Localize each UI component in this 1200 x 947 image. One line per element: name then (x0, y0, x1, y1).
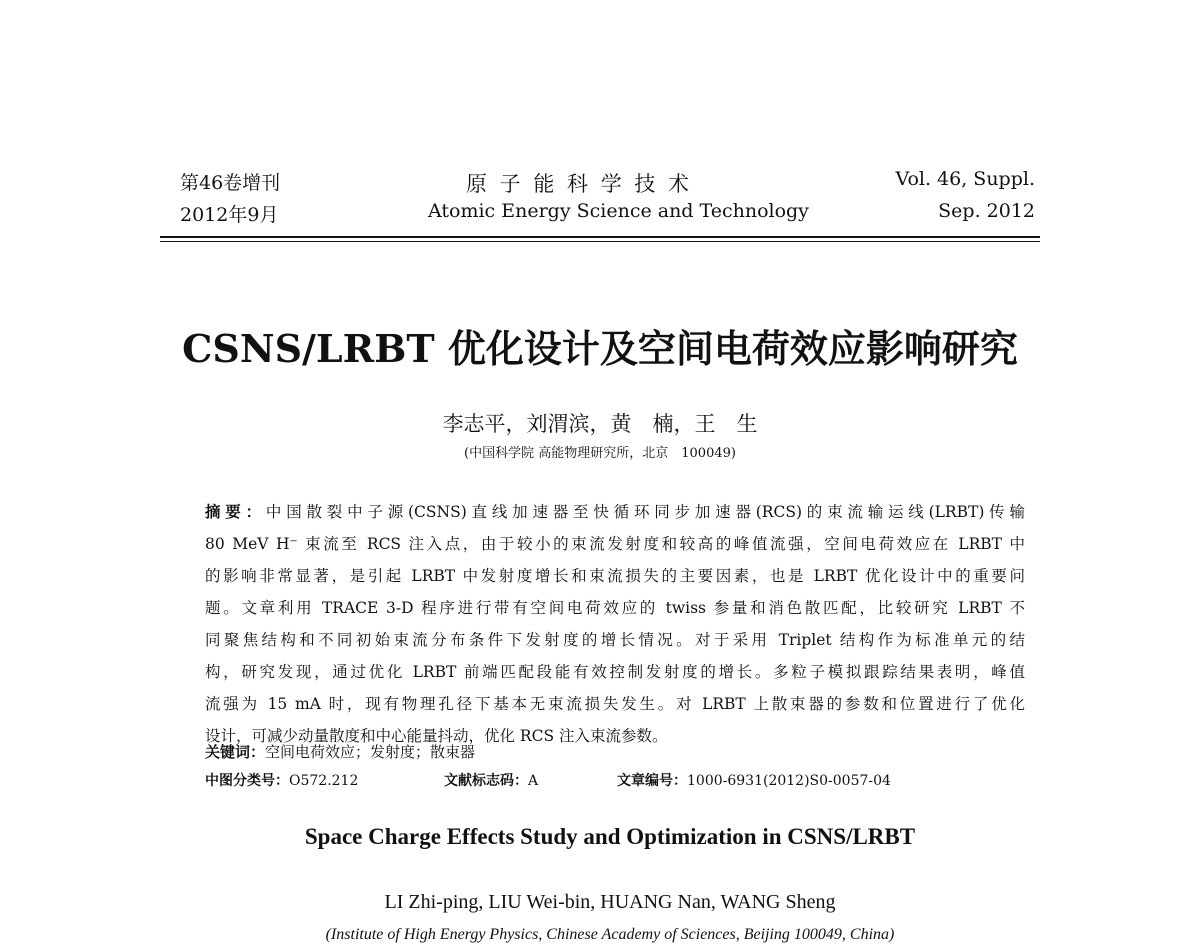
article-number (617, 770, 891, 790)
keywords-value: 空间电荷效应；发射度；散束器 (265, 743, 476, 761)
affiliation-cn: (中国科学院 高能物理研究所，北京 100049) (464, 446, 736, 461)
keywords-label: 关键词： (205, 743, 266, 761)
article-number-label: 文章编号： (617, 773, 687, 789)
article-number-value: 1000-6931(2012)S0-0057-04 (687, 773, 891, 789)
abstract-line: 80 MeV H⁻ 束流至 RCS 注入点，由于较小的束流发射度和较高的峰值流强，空间电荷效应在 LRBT 中 (205, 535, 1025, 553)
date-cn: 2012年9月 (180, 204, 279, 226)
paper-title-cn: CSNS/LRBT 优化设计及空间电荷效应影响研究 (182, 326, 1018, 371)
journal-title-cn: 原 子 能 科 学 技 术 (466, 172, 693, 196)
authors-en: LI Zhi-ping, LIU Wei-bin, HUANG Nan, WANG Sheng (384, 891, 836, 913)
abstract-line: 流强为 15 mA 时，现有物理孔径下基本无束流损失发生。对 LRBT 上散束器的参数和位置进行了优化 (205, 695, 1025, 713)
clc-value: O572.212 (289, 773, 359, 789)
date-en: Sep. 2012 (938, 200, 1035, 222)
abstract-label: 摘要： (205, 502, 266, 521)
clc-label: 中图分类号： (205, 773, 289, 789)
affiliation-en: (Institute of High Energy Physics, Chinese Academy of Sciences, Beijing 100049, China) (325, 926, 895, 943)
doc-code-label: 文献标志码： (444, 773, 528, 789)
abstract-line: 题。文章利用 TRACE 3-D 程序进行带有空间电荷效应的 twiss 参量和消色散匹配，比较研究 LRBT 不 (205, 599, 1025, 617)
header-rule-thin (160, 241, 1040, 242)
header-rule (160, 236, 1040, 238)
abstract-line: 构，研究发现，通过优化 LRBT 前端匹配段能有效控制发射度的增长。多粒子模拟跟踪结果表明，峰值 (205, 663, 1025, 681)
authors-cn: 李志平，刘渭滨，黄 楠，王 生 (442, 412, 758, 436)
clc-number (205, 770, 358, 790)
abstract-line: 中国散裂中子源(CSNS)直线加速器至快循环同步加速器(RCS)的束流输运线(LRBT)传输 (265, 503, 1025, 521)
doc-code-value: A (528, 773, 539, 789)
keywords (205, 741, 475, 762)
volume-cn: 第46卷增刊 (180, 172, 281, 194)
journal-title-en: Atomic Energy Science and Technology (428, 200, 809, 222)
abstract-line: 同聚焦结构和不同初始束流分布条件下发射度的增长情况。对于采用 Triplet 结构作为标准单元的结 (205, 631, 1025, 649)
paper-title-en: Space Charge Effects Study and Optimization in CSNS/LRBT (304, 824, 916, 849)
abstract-line: 设计，可减少动量散度和中心能量抖动，优化 RCS 注入束流参数。 (205, 727, 668, 745)
document-code (444, 770, 538, 790)
abstract-line: 的影响非常显著，是引起 LRBT 中发射度增长和束流损失的主要因素，也是 LRBT 优化设计中的重要问 (205, 567, 1025, 585)
volume-en: Vol. 46, Suppl. (895, 168, 1035, 190)
